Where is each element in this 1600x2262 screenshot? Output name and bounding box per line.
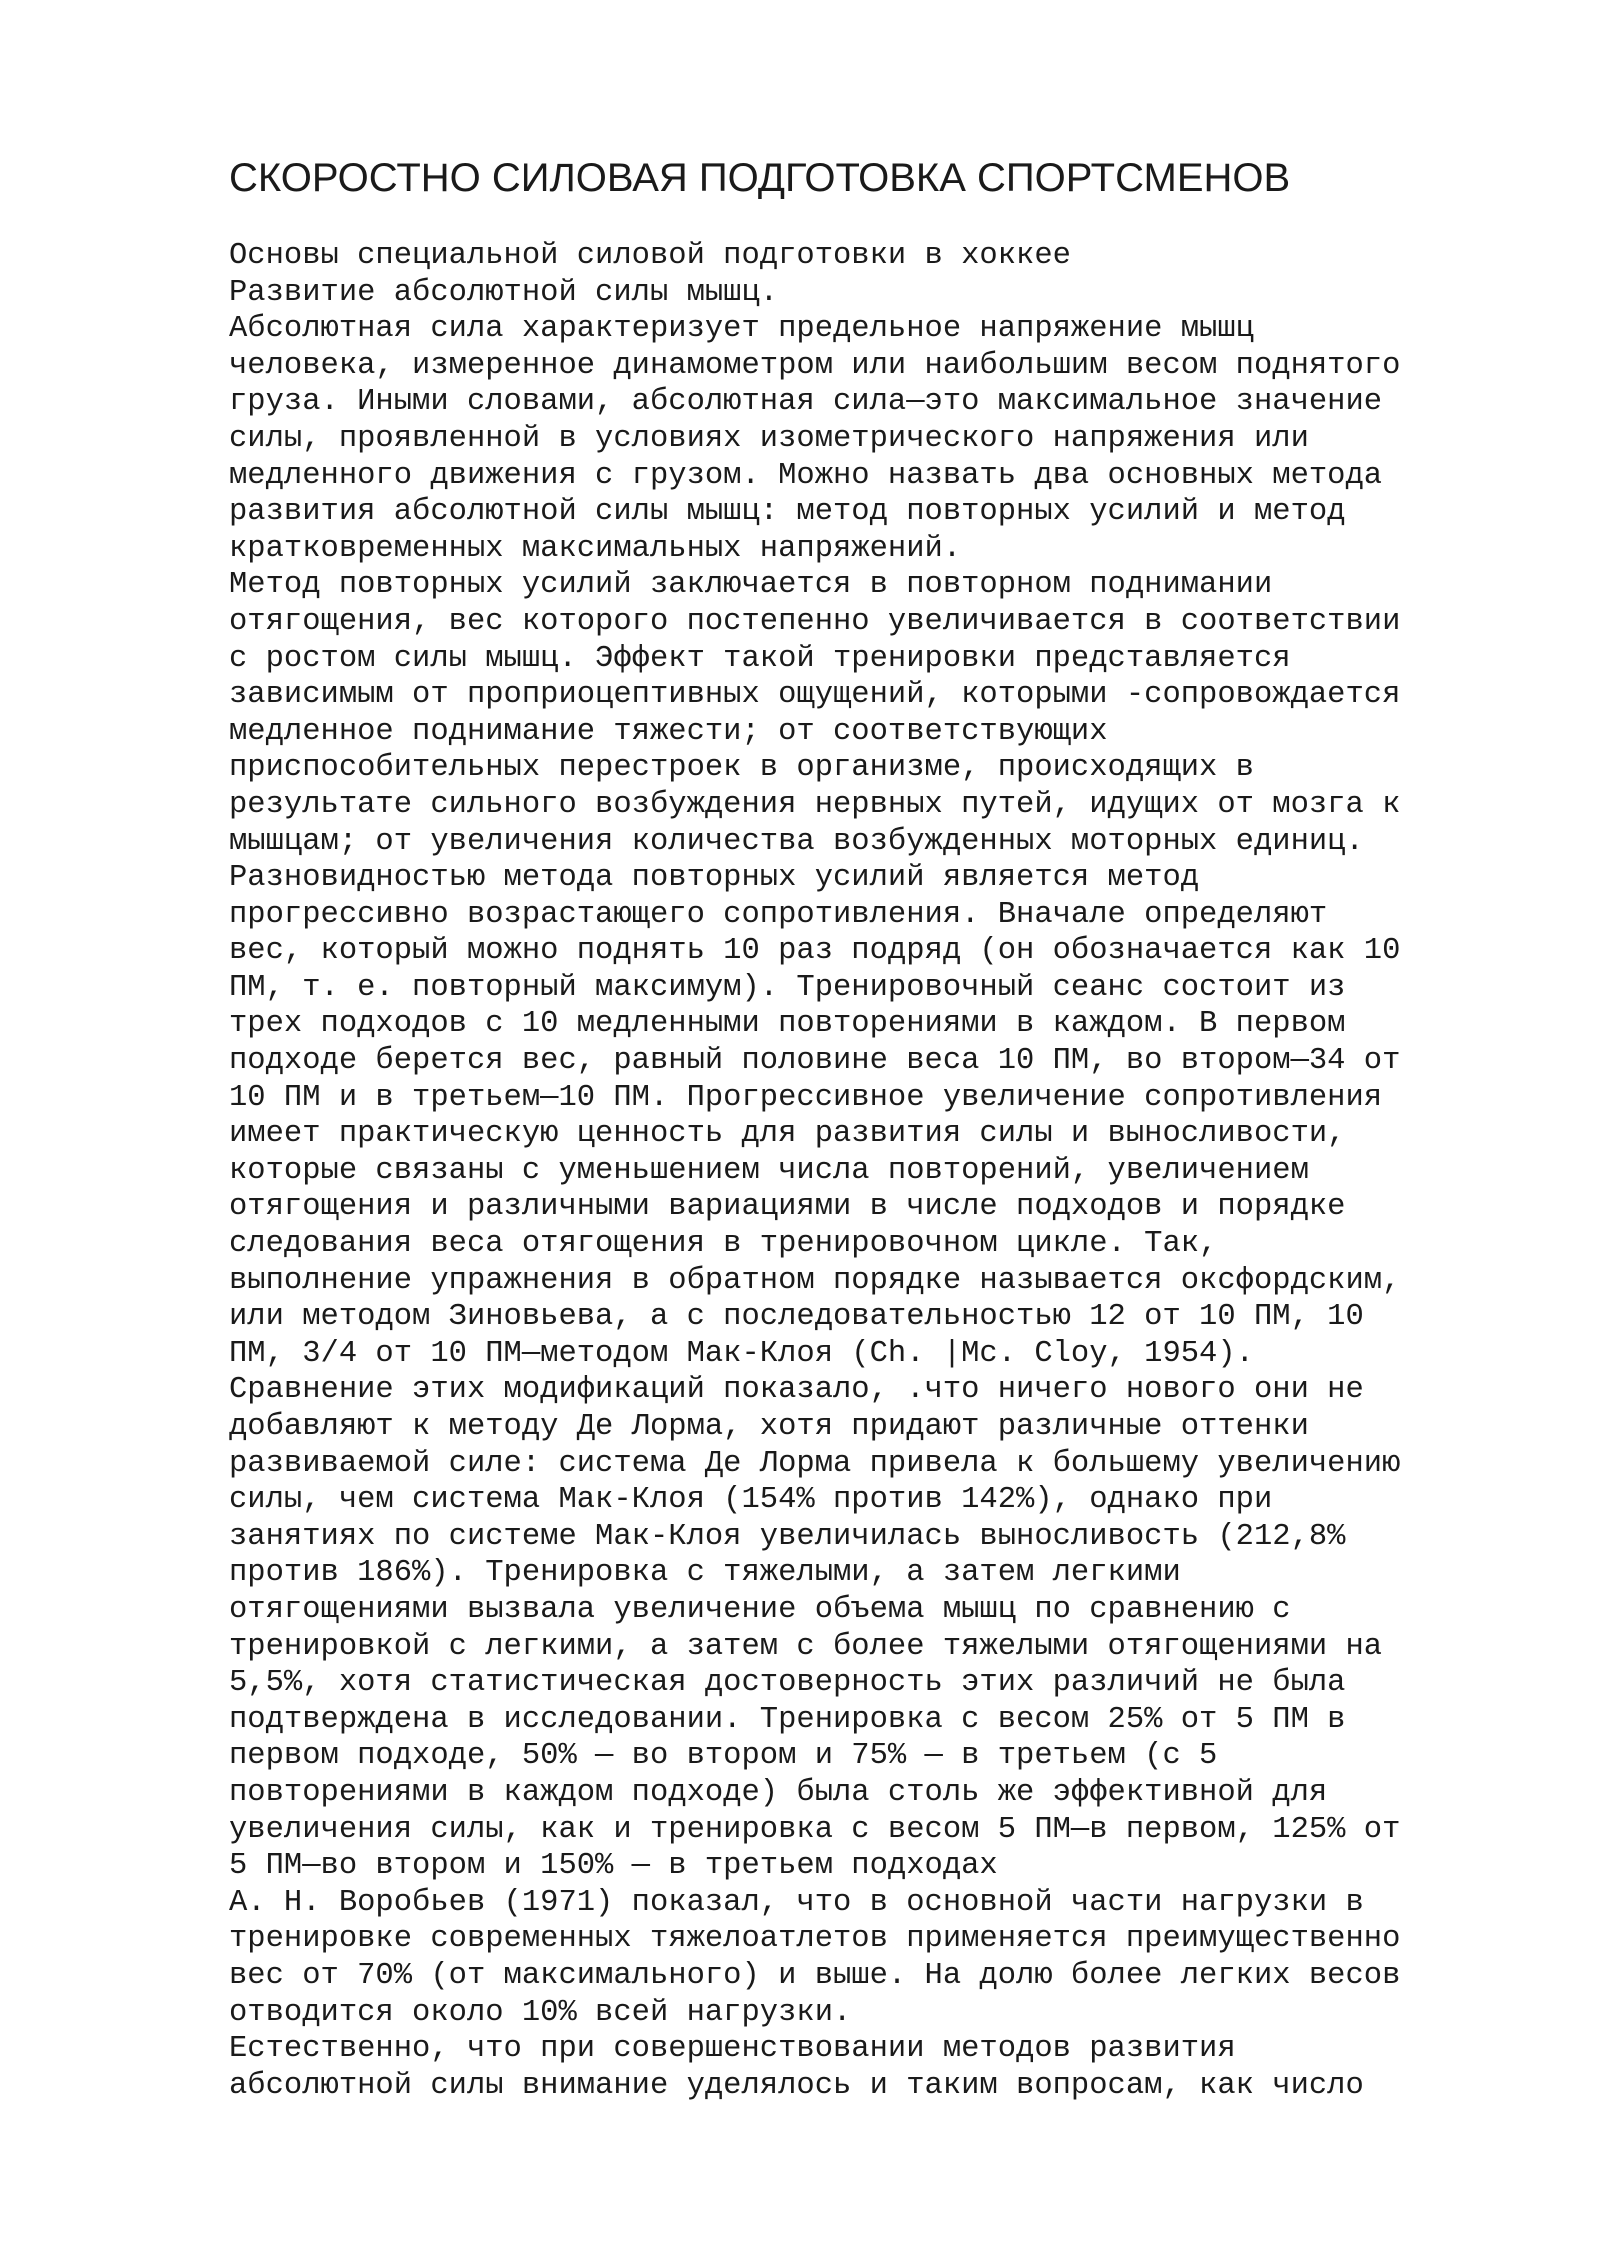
text-line: Абсолютная сила характеризует предельное напряжение мышц	[229, 312, 1254, 347]
text-line: Сравнение этих модификаций показало, .что ничего нового они не	[229, 1373, 1364, 1408]
text-line: вес от 70% (от максимального) и выше. На долю более легких весов	[229, 1958, 1401, 1993]
text-line: силы, чем система Мак-Клоя (154% против 142%), однако при	[229, 1483, 1273, 1518]
text-line: которые связаны с уменьшением числа повторений, увеличением	[229, 1153, 1309, 1188]
text-line: абсолютной силы внимание уделялось и таким вопросам, как число	[229, 2068, 1364, 2103]
document-body	[229, 238, 1569, 2104]
text-line: Метод повторных усилий заключается в повторном поднимании	[229, 568, 1273, 603]
text-line: вес, который можно поднять 10 раз подряд (он обозначается как 10	[229, 934, 1401, 969]
text-line: отягощения, вес которого постепенно увеличивается в соответствии	[229, 604, 1401, 639]
text-line: мышцам; от увеличения количества возбужденных моторных единиц.	[229, 824, 1364, 859]
text-line: следования веса отягощения в тренировочном цикле. Так,	[229, 1227, 1218, 1262]
text-line: Основы специальной силовой подготовки в хоккее	[229, 239, 1071, 273]
text-line: человека, измеренное динамометром или наибольшим весом поднятого	[229, 348, 1401, 383]
text-line: 5 ПМ—во втором и 150% — в третьем подходах	[229, 1849, 998, 1884]
text-line: или методом Зиновьева, а с последовательностью 12 от 10 ПМ, 10	[229, 1300, 1364, 1335]
text-line: повторениями в каждом подходе) была столь же эффективной для	[229, 1775, 1328, 1810]
text-line: выполнение упражнения в обратном порядке называется оксфордским,	[229, 1263, 1401, 1298]
text-line: занятиях по системе Мак-Клоя увеличилась выносливость (212,8%	[229, 1519, 1346, 1554]
text-line: подтверждена в исследовании. Тренировка с весом 25% от 5 ПМ в	[229, 1702, 1346, 1737]
page-title: СКОРОСТНО СИЛОВАЯ ПОДГОТОВКА СПОРТСМЕНОВ	[229, 156, 1291, 200]
text-line: с ростом силы мышц. Эффект такой тренировки представляется	[229, 641, 1291, 676]
text-line: развиваемой силе: система Де Лорма привела к большему увеличению	[229, 1446, 1401, 1481]
text-line: прогрессивно возрастающего сопротивления. Вначале определяют	[229, 897, 1328, 932]
text-line: ПМ, т. е. повторный максимум). Тренировочный сеанс состоит из	[229, 970, 1346, 1005]
text-line: ПМ, 3/4 от 10 ПМ—методом Мак-Клоя (Ch. |Mc. Cloy, 1954).	[229, 1336, 1254, 1371]
text-line: А. Н. Воробьев (1971) показал, что в основной части нагрузки в	[229, 1885, 1364, 1920]
text-line: отягощения и различными вариациями в числе подходов и порядке	[229, 1190, 1346, 1225]
text-line: тренировке современных тяжелоатлетов применяется преимущественно	[229, 1922, 1401, 1957]
text-line: против 186%). Тренировка с тяжелыми, а затем легкими	[229, 1556, 1181, 1591]
text-line: груза. Иными словами, абсолютная сила—это максимальное значение	[229, 385, 1383, 420]
text-line: 10 ПМ и в третьем—10 ПМ. Прогрессивное увеличение сопротивления	[229, 1080, 1383, 1115]
text-line: медленное поднимание тяжести; от соответствующих	[229, 714, 1108, 749]
text-line: силы, проявленной в условиях изометрического напряжения или	[229, 421, 1309, 456]
text-line: первом подходе, 50% — во втором и 75% — в третьем (с 5	[229, 1739, 1218, 1774]
text-line: имеет практическую ценность для развития силы и выносливости,	[229, 1117, 1346, 1152]
text-line: увеличения силы, как и тренировка с весом 5 ПМ—в первом, 125% от	[229, 1812, 1401, 1847]
text-line: Развитие абсолютной силы мышц.	[229, 275, 779, 310]
text-line: Разновидностью метода повторных усилий является метод	[229, 861, 1200, 896]
text-line: подходе берется вес, равный половине веса 10 ПМ, во втором—34 от	[229, 1044, 1401, 1079]
text-line: 5,5%, хотя статистическая достоверность этих различий не была	[229, 1666, 1346, 1701]
text-line: Естественно, что при совершенствовании методов развития	[229, 2032, 1236, 2067]
text-line: кратковременных максимальных напряжений.	[229, 531, 962, 566]
text-line: развития абсолютной силы мышц: метод повторных усилий и метод	[229, 495, 1346, 530]
text-line: результате сильного возбуждения нервных путей, идущих от мозга к	[229, 787, 1401, 822]
text-line: медленного движения с грузом. Можно назвать два основных метода	[229, 458, 1383, 493]
text-line: отягощениями вызвала увеличение объема мышц по сравнению с	[229, 1592, 1291, 1627]
text-line: приспособительных перестроек в организме, происходящих в	[229, 751, 1254, 786]
text-line: отводится около 10% всей нагрузки.	[229, 1995, 852, 2030]
text-line: тренировкой с легкими, а затем с более тяжелыми отягощениями на	[229, 1629, 1383, 1664]
text-line: трех подходов с 10 медленными повторениями в каждом. В первом	[229, 1007, 1346, 1042]
text-line: зависимым от проприоцептивных ощущений, которыми -сопровождается	[229, 678, 1401, 713]
text-line: добавляют к методу Де Лорма, хотя придают различные оттенки	[229, 1410, 1309, 1444]
